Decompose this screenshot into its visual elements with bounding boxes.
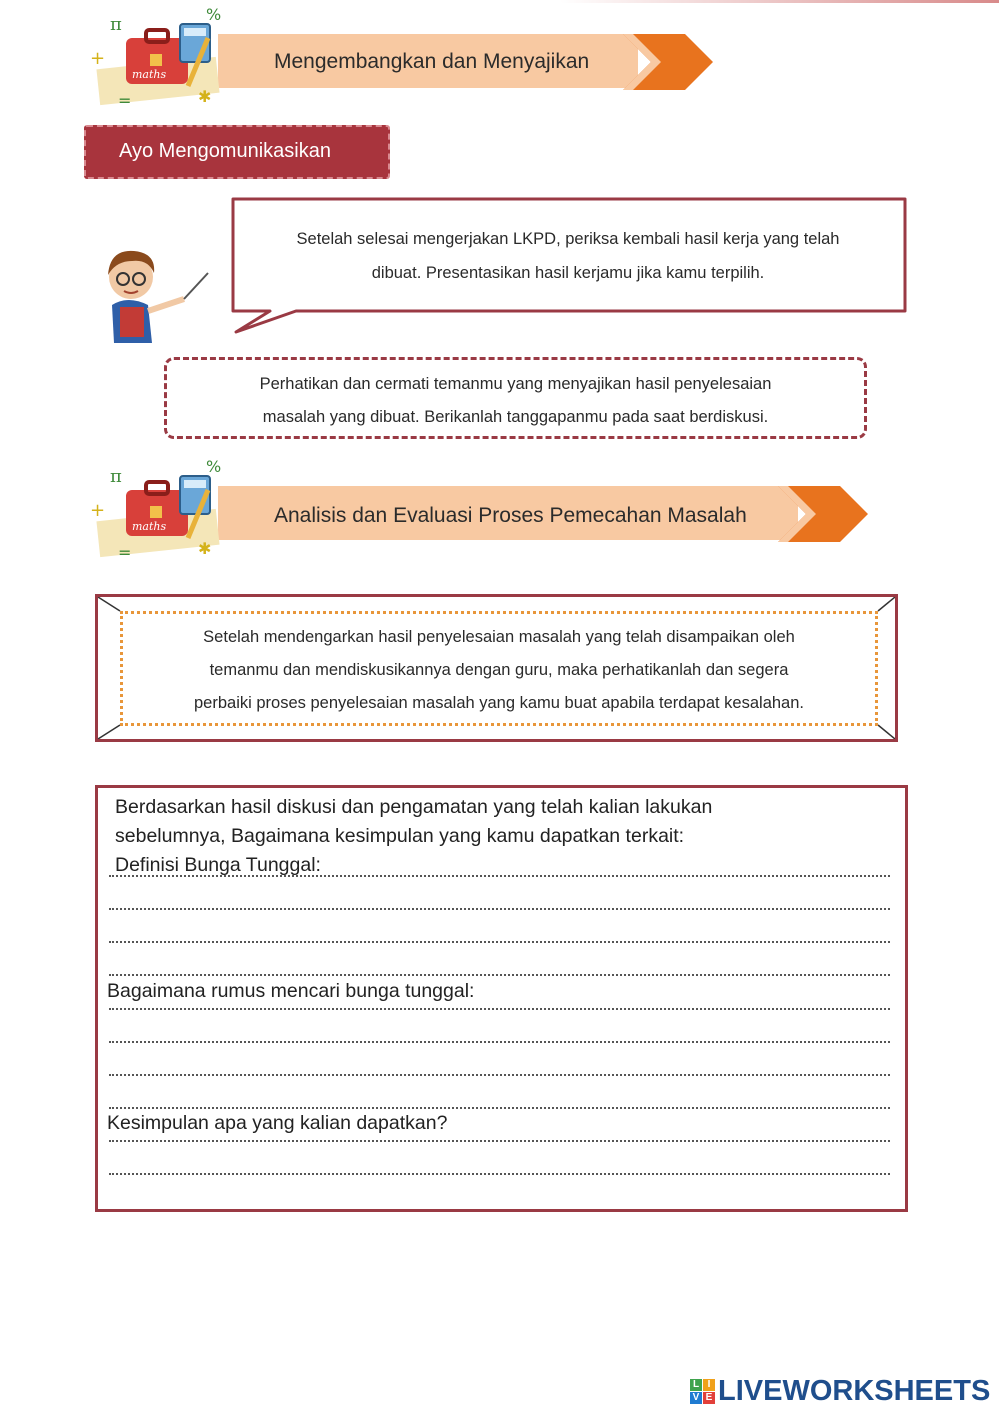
svg-text:=: =	[118, 543, 132, 560]
evaluation-line-2: temanmu dan mendiskusikannya dengan guru, maka perhatikanlah dan segera	[209, 661, 789, 679]
answer-line[interactable]	[109, 908, 890, 910]
answer-line[interactable]	[109, 1008, 890, 1010]
answer-line[interactable]	[109, 1140, 890, 1142]
answer-line[interactable]	[109, 875, 890, 877]
speech-text	[238, 222, 898, 290]
speech-line-2: dibuat. Presentasikan hasil kerjamu jika kamu terpilih.	[371, 264, 765, 282]
evaluation-inner-border	[120, 611, 878, 726]
svg-text:%: %	[206, 8, 222, 24]
liveworksheets-logo[interactable]	[690, 1376, 990, 1406]
maths-label: maths	[132, 520, 167, 533]
answer-line[interactable]	[109, 1041, 890, 1043]
svg-text:π: π	[110, 466, 122, 487]
evaluation-box	[95, 594, 898, 742]
teacher-icon	[98, 245, 213, 345]
logo-letter: V	[690, 1392, 702, 1404]
svg-text:+: +	[90, 48, 106, 69]
answer-line[interactable]	[109, 941, 890, 943]
answer-line[interactable]	[109, 1173, 890, 1175]
svg-text:✱: ✱	[198, 539, 212, 558]
section-badge	[84, 125, 390, 179]
speech-line-1: Setelah selesai mengerjakan LKPD, periksa kembali hasil kerja yang telah	[296, 230, 840, 248]
section-banner-2	[88, 460, 878, 560]
logo-mark-icon	[690, 1379, 715, 1404]
evaluation-line-3: perbaiki proses penyelesaian masalah yang kamu buat apabila terdapat kesalahan.	[194, 694, 804, 712]
logo-letter: E	[703, 1392, 715, 1404]
discussion-note	[164, 357, 867, 439]
maths-label: maths	[132, 68, 167, 81]
maths-tools-icon	[88, 460, 238, 560]
worksheet-intro-line-1: Berdasarkan hasil diskusi dan pengamatan yang telah kalian lakukan	[115, 796, 713, 818]
worksheet-intro-line-2: sebelumnya, Bagaimana kesimpulan yang kamu dapatkan terkait:	[115, 825, 685, 847]
logo-text: LIVEWORKSHEETS	[718, 1374, 991, 1407]
question-2-label: Bagaimana rumus mencari bunga tunggal:	[107, 980, 475, 1002]
badge-label: Ayo Mengomunikasikan	[119, 140, 331, 162]
section-title-1: Mengembangkan dan Menyajikan	[274, 50, 590, 73]
answer-line[interactable]	[109, 1107, 890, 1109]
banner-arrow-icon	[623, 32, 715, 92]
note-line-1: Perhatikan dan cermati temanmu yang menyajikan hasil penyelesaian	[259, 375, 772, 393]
top-accent-line	[560, 0, 999, 3]
svg-text:=: =	[118, 91, 132, 108]
section-banner-1	[88, 8, 718, 108]
logo-letter: I	[703, 1379, 715, 1391]
question-1-label: Definisi Bunga Tunggal:	[115, 854, 321, 876]
banner-arrow-icon	[778, 484, 870, 544]
svg-text:✱: ✱	[198, 87, 212, 106]
svg-text:π: π	[110, 14, 122, 35]
answer-line[interactable]	[109, 1074, 890, 1076]
logo-letter: L	[690, 1379, 702, 1391]
note-line-2: masalah yang dibuat. Berikanlah tanggapanmu pada saat berdiskusi.	[262, 408, 769, 426]
svg-text:+: +	[90, 500, 106, 521]
svg-text:%: %	[206, 460, 222, 476]
section-title-2: Analisis dan Evaluasi Proses Pemecahan Masalah	[274, 504, 747, 527]
answer-line[interactable]	[109, 974, 890, 976]
question-3-label: Kesimpulan apa yang kalian dapatkan?	[107, 1112, 448, 1134]
maths-tools-icon	[88, 8, 238, 108]
evaluation-line-1: Setelah mendengarkan hasil penyelesaian masalah yang telah disampaikan oleh	[203, 628, 795, 646]
